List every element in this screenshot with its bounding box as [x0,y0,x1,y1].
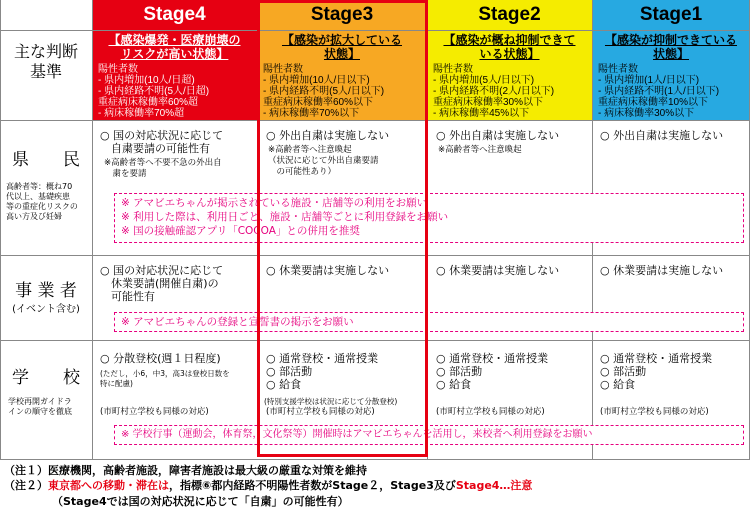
criteria-row-label: 主な判断 基準 [13,42,78,81]
schools-stage3-sub: (特別支援学校は状況に応じて分散登校) [264,397,398,406]
stage4-header: Stage4 [92,0,257,30]
business-stage3-measure: ○ 休業要請は実施しない [266,264,390,277]
schools-stage2-measure: ○ 通常登校・通常授業 ○ 部活動 ○ 給食 [436,352,549,391]
citizens-row-note: 高齢者等：概ね70 代以上、基礎疾患 等の重症化リスクの 高い方及び妊婦 [6,182,78,221]
business-row-label: 事 業 者 [15,281,77,301]
footer-note-2 [4,478,532,493]
footer-note-3: （Stage4では国の対応状況に応じて「自粛」の可能性有） [52,495,349,508]
stage1-criteria [592,30,750,120]
business-stage1-measure: ○ 休業要請は実施しない [600,264,724,277]
stage3-criteria-list: 陽性者数 - 県内増加(10人/日以下) - 県内経路不明(5人/日以下) 重症病床稼働率60%以下 - 病床稼働率70%以下 [263,64,385,119]
footer-note-1: （注１）医療機関，高齢者施設，障害者施設は最大級の厳重な対策を維持 [4,464,367,477]
col-divider-1 [92,0,93,460]
schools-stage3-foot: (市町村立学校も同様の対応) [266,407,375,417]
footer-note-2-prefix: （注２） [4,479,48,492]
stage1-criteria-list: 陽性者数 - 県内増加(1人/日以下) - 県内経路不明(1人/日以下) 重症病床稼働率10%以下 - 病床稼働率30%以下 [598,64,720,119]
footer-note-2-mid: ，指標⑥都内経路不明陽性者数がStage２，Stage3及び [169,479,456,492]
footer-note-2-red2: Stage4…注意 [455,479,533,492]
footer-note-2-red1: 東京都への移動・滞在は [48,479,169,492]
citizens-stage2-measure: ○ 外出自粛は実施しない [436,129,560,142]
stage4-criteria-title: 【感染爆発・医療崩壊の リスクが高い状態】 [108,33,241,61]
citizens-stage4-sub: ※高齢者等へ不要不急の外出自 粛を要請 [104,158,222,179]
stage3-highlight-frame [257,0,428,457]
stage4-criteria [92,30,257,120]
stage3-criteria-title: 【感染が拡大している 状態】 [281,33,402,61]
schools-stage4-foot: (市町村立学校も同様の対応) [100,407,209,417]
citizens-stage2-sub: ※高齢者等へ注意喚起 [438,145,522,155]
citizens-stage3-sub: ※高齢者等へ注意喚起 （状況に応じて外出自粛要請 の可能性あり） [268,145,379,177]
stage2-criteria [427,30,592,120]
schools-banner: ※ 学校行事（運動会，体育祭，文化祭等）開催時はアマビエちゃんを活用し，来校者へ利用登録をお願い [114,425,744,445]
stage4-criteria-list: 陽性者数 - 県内増加(10人/日超) - 県内経路不明(5人/日超) 重症病床稼働率60%超 - 病床稼働率70%超 [98,64,210,119]
citizens-banner: ※ アマビエちゃんが掲示されている施設・店舗等の利用をお願い ※ 利用した際は、利用日ごと、施設・店舗等ごとに利用登録をお願い ※ 国の接触確認アプリ「COCOA」との併用を推奨 [114,193,744,243]
schools-stage4-measure: ○ 分散登校(週１日程度) [100,352,221,365]
col-divider-0 [0,0,1,460]
stage2-criteria-list: 陽性者数 - 県内増加(5人/日以下) - 県内経路不明(2人/日以下) 重症病床稼働率30%以下 - 病床稼働率45%以下 [433,64,555,119]
schools-stage1-measure: ○ 通常登校・通常授業 ○ 部活動 ○ 給食 [600,352,713,391]
business-stage2-measure: ○ 休業要請は実施しない [436,264,560,277]
business-row-sublabel: (イベント含む) [12,304,80,315]
business-banner: ※ アマビエちゃんの登録と宣誓書の掲示をお願い [114,312,744,332]
stage1-criteria-title: 【感染が抑制できている 状態】 [604,33,737,61]
schools-row-label: 学 校 [12,368,80,388]
business-stage4-measure: ○ 国の対応状況に応じて 休業要請(開催自粛)の 可能性有 [100,264,224,303]
stage3-header: Stage3 [257,0,427,30]
header-corner [0,0,92,30]
schools-stage3-measure: ○ 通常登校・通常授業 ○ 部活動 ○ 給食 [266,352,379,391]
stage1-header: Stage1 [592,0,750,30]
schools-stage1-foot: (市町村立学校も同様の対応) [600,407,709,417]
stage2-criteria-title: 【感染が概ね抑制できて いる状態】 [443,33,576,61]
stage2-header: Stage2 [427,0,592,30]
citizens-row-label: 県 民 [12,150,80,170]
schools-stage2-foot: (市町村立学校も同様の対応) [436,407,545,417]
citizens-stage3-measure: ○ 外出自粛は実施しない [266,129,390,142]
schools-stage4-sub: (ただし，小6，中3，高3は登校日数を 特に配慮) [100,369,230,388]
citizens-stage4-measure: ○ 国の対応状況に応じて 自粛要請の可能性有 [100,129,224,155]
citizens-stage1-measure: ○ 外出自粛は実施しない [600,129,724,142]
row-divider-schools [0,459,750,460]
schools-row-note: 学校再開ガイドラ インの順守を徹底 [8,397,72,416]
